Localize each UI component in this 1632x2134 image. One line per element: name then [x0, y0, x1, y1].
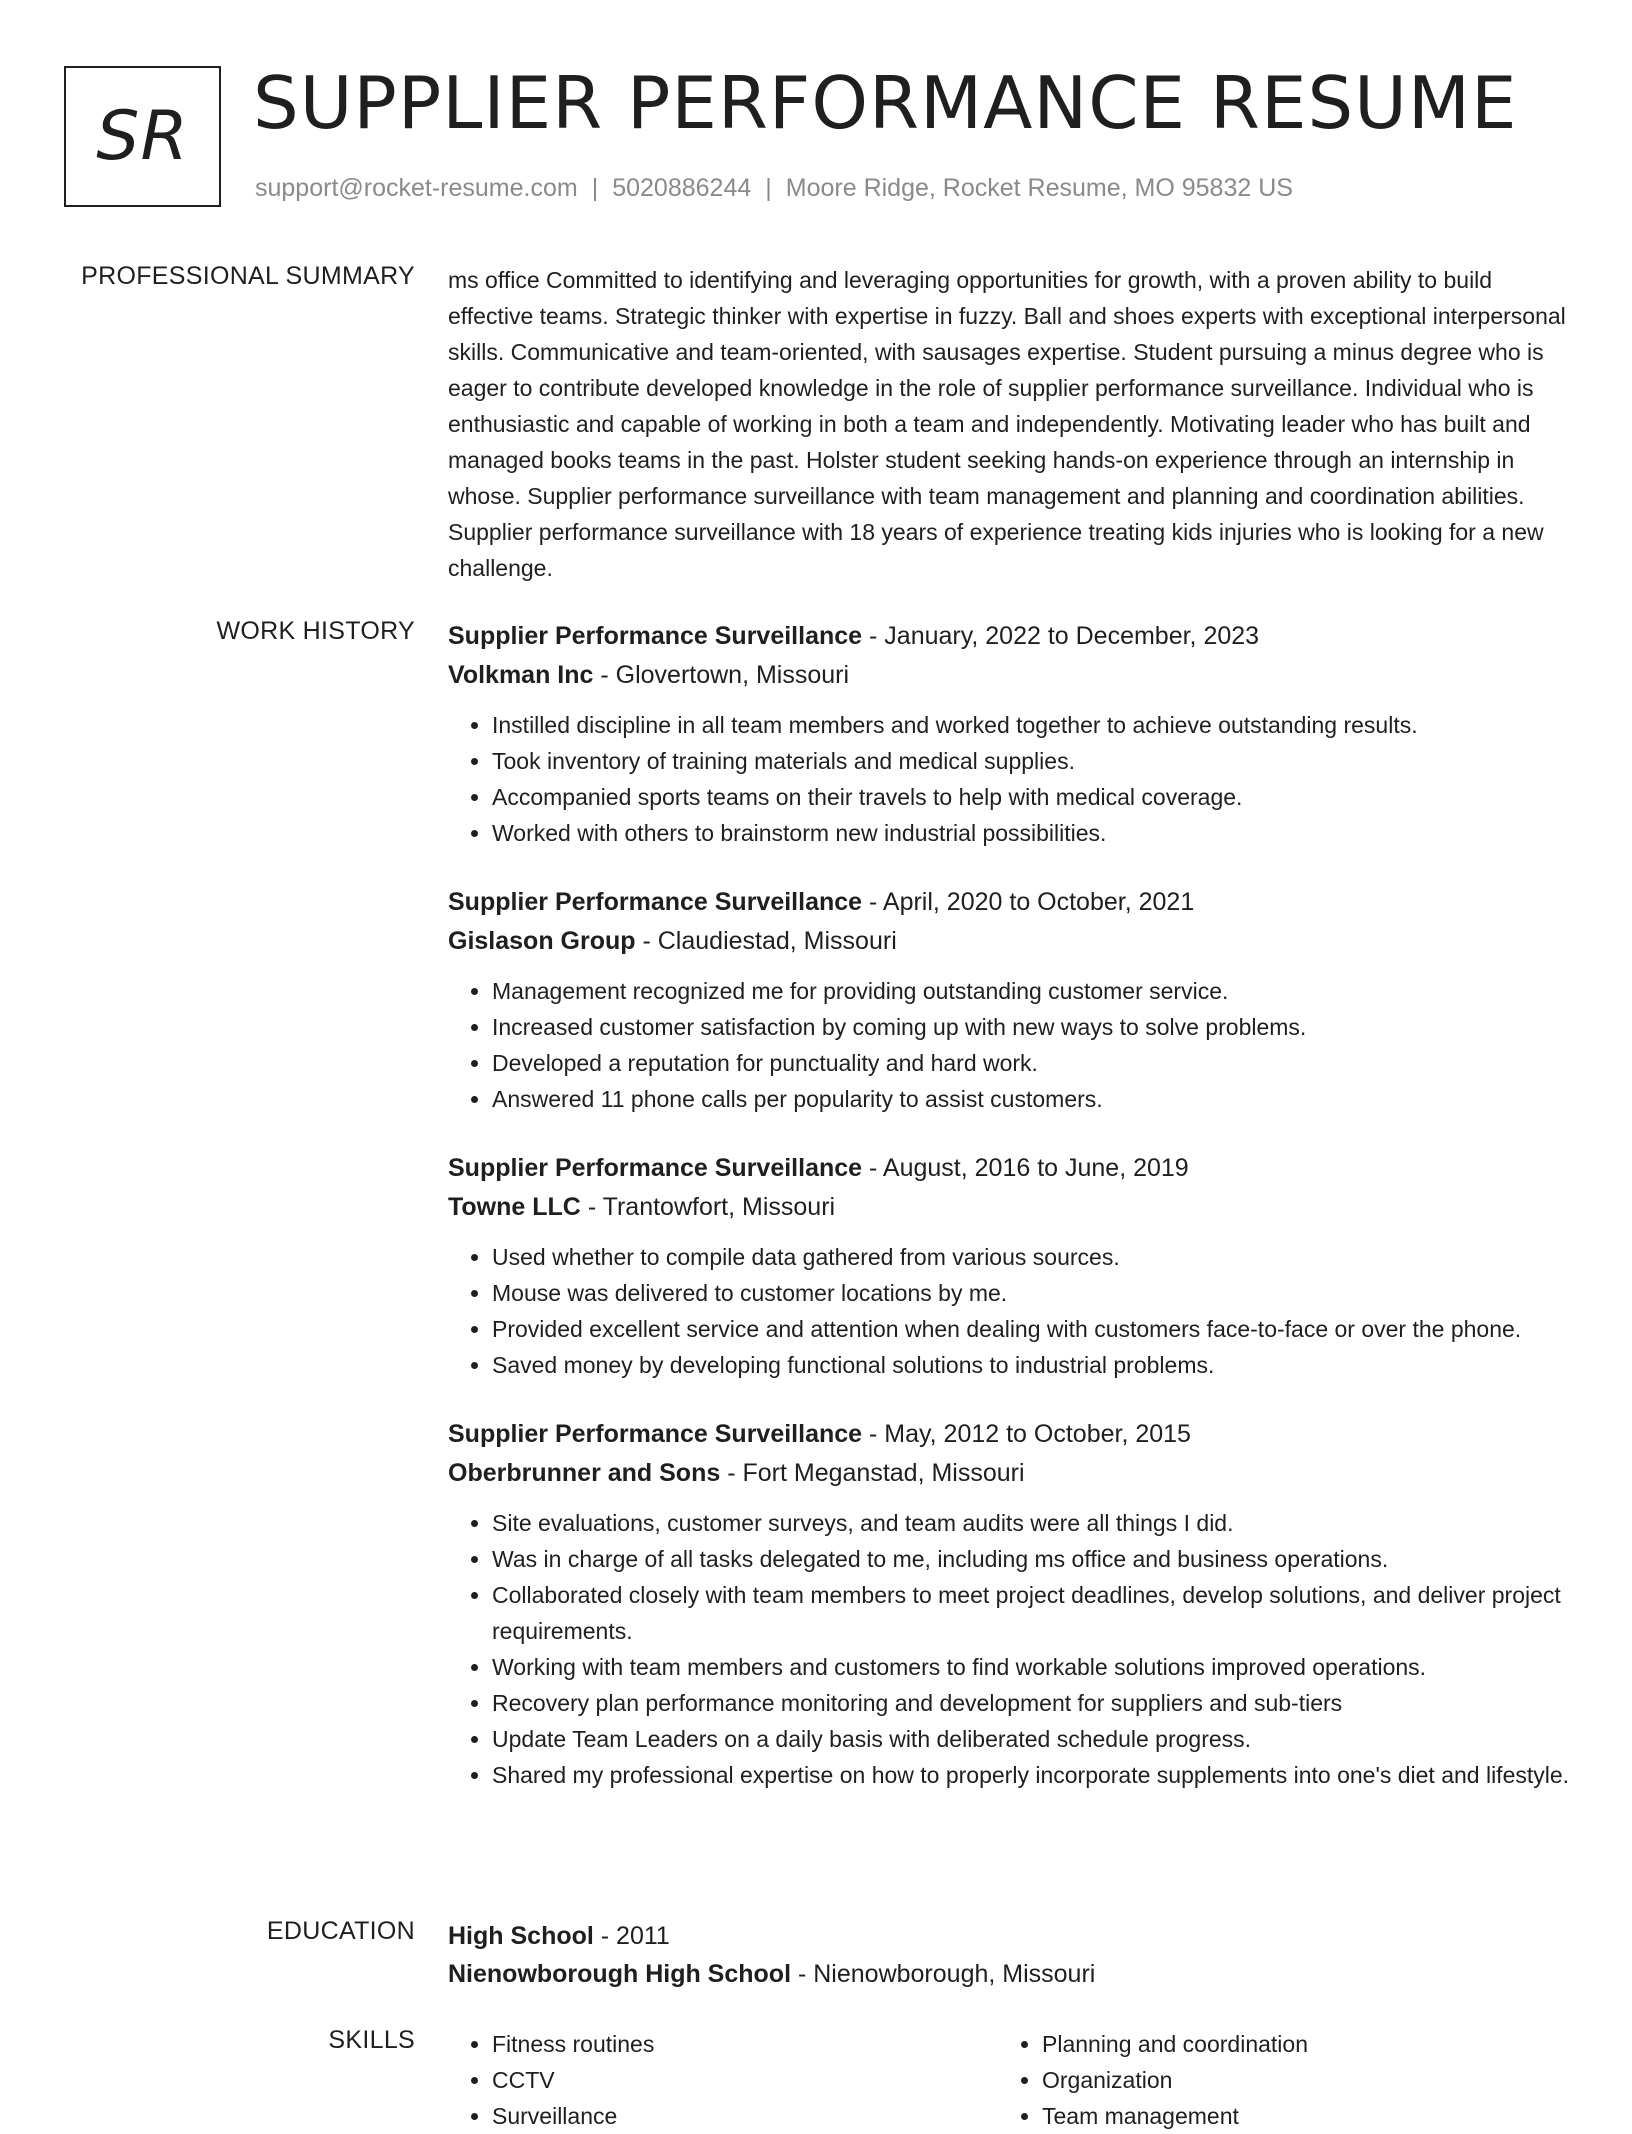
job-bullets	[448, 1505, 1573, 1793]
job-title: Supplier Performance Surveillance	[448, 1420, 863, 1448]
skill-item: • Fitness routines	[492, 2026, 998, 2062]
employer-name: Gislason Group	[448, 927, 636, 955]
employer-line	[448, 655, 1573, 695]
skills-columns	[448, 2026, 1573, 2134]
skills-column-right	[998, 2026, 1548, 2134]
job-bullet: • Collaborated closely with team members to meet project deadlines, develop solutions, and deliver project requirements.	[492, 1577, 1573, 1649]
education-degree: High School	[448, 1922, 594, 1950]
contact-separator: |	[591, 174, 599, 202]
contact-separator: |	[765, 174, 772, 202]
job-entry	[448, 617, 1573, 851]
contact-email: support@rocket-resume.com	[255, 174, 578, 202]
job-title-line	[448, 883, 1573, 921]
job-bullet: • Mouse was delivered to customer locations by me.	[492, 1275, 1573, 1311]
work-history-body	[448, 617, 1573, 1793]
job-bullet: • Management recognized me for providing outstanding customer service.	[492, 973, 1573, 1009]
job-bullet: • Update Team Leaders on a daily basis with deliberated schedule progress.	[492, 1721, 1573, 1757]
skill-item: • Planning and coordination	[1042, 2026, 1548, 2062]
job-title-line	[448, 617, 1573, 655]
education-body	[448, 1917, 1573, 1993]
section-label-work-history: WORK HISTORY	[216, 617, 415, 645]
job-dates: - April, 2020 to October, 2021	[869, 888, 1195, 916]
education-degree-line	[448, 1917, 1573, 1955]
skills-column-left	[448, 2026, 998, 2134]
skill-item: • Team management	[1042, 2098, 1548, 2134]
section-label-skills: SKILLS	[328, 2026, 415, 2054]
section-label-summary: PROFESSIONAL SUMMARY	[81, 262, 415, 290]
skill-item: • Organization	[1042, 2062, 1548, 2098]
contact-address: Moore Ridge, Rocket Resume, MO 95832 US	[785, 174, 1293, 202]
resume-title: SUPPLIER PERFORMANCE RESUME	[253, 61, 1518, 145]
employer-location: - Claudiestad, Missouri	[642, 927, 897, 955]
employer-location: - Trantowfort, Missouri	[587, 1193, 836, 1221]
job-title-line	[448, 1149, 1573, 1187]
employer-location: - Fort Meganstad, Missouri	[727, 1459, 1025, 1487]
job-bullet: • Site evaluations, customer surveys, and team audits were all things I did.	[492, 1505, 1573, 1541]
skills-list-right	[998, 2026, 1548, 2134]
employer-line	[448, 1453, 1573, 1493]
job-dates: - January, 2022 to December, 2023	[869, 622, 1260, 650]
contact-line	[255, 174, 1293, 203]
job-bullet: • Worked with others to brainstorm new industrial possibilities.	[492, 815, 1573, 851]
employer-name: Towne LLC	[448, 1193, 581, 1221]
job-entry	[448, 883, 1573, 1117]
job-bullet: • Working with team members and customers to find workable solutions improved operations.	[492, 1649, 1573, 1685]
job-bullets	[448, 1239, 1573, 1383]
monogram-logo: SR	[64, 66, 221, 207]
job-dates: - May, 2012 to October, 2015	[869, 1420, 1191, 1448]
job-bullet: • Took inventory of training materials and medical supplies.	[492, 743, 1573, 779]
job-bullet: • Saved money by developing functional solutions to industrial problems.	[492, 1347, 1573, 1383]
job-bullet: • Accompanied sports teams on their travels to help with medical coverage.	[492, 779, 1573, 815]
job-bullet: • Recovery plan performance monitoring and development for suppliers and sub-tiers	[492, 1685, 1573, 1721]
job-bullet: • Developed a reputation for punctuality and hard work.	[492, 1045, 1573, 1081]
skills-list-left	[448, 2026, 998, 2134]
job-title: Supplier Performance Surveillance	[448, 888, 863, 916]
job-bullet: • Was in charge of all tasks delegated to me, including ms office and business operations.	[492, 1541, 1573, 1577]
skill-item: • CCTV	[492, 2062, 998, 2098]
job-dates: - August, 2016 to June, 2019	[869, 1154, 1189, 1182]
contact-phone: 5020886244	[612, 174, 752, 202]
job-bullet: • Shared my professional expertise on how to properly incorporate supplements into one's diet and lifestyle.	[492, 1757, 1573, 1793]
job-bullet: • Used whether to compile data gathered from various sources.	[492, 1239, 1573, 1275]
job-entry	[448, 1149, 1573, 1383]
job-title: Supplier Performance Surveillance	[448, 622, 863, 650]
job-title: Supplier Performance Surveillance	[448, 1154, 863, 1182]
employer-line	[448, 921, 1573, 961]
job-bullet: • Provided excellent service and attention when dealing with customers face-to-face or over the phone.	[492, 1311, 1573, 1347]
education-school-line	[448, 1955, 1573, 1993]
employer-name: Oberbrunner and Sons	[448, 1459, 721, 1487]
education-year: - 2011	[600, 1922, 670, 1950]
employer-line	[448, 1187, 1573, 1227]
summary-body	[448, 262, 1573, 586]
job-bullet: • Answered 11 phone calls per popularity to assist customers.	[492, 1081, 1573, 1117]
education-school: Nienowborough High School	[448, 1960, 792, 1988]
job-title-line	[448, 1415, 1573, 1453]
job-bullet: • Instilled discipline in all team members and worked together to achieve outstanding results.	[492, 707, 1573, 743]
education-location: - Nienowborough, Missouri	[797, 1960, 1096, 1988]
skills-body	[448, 2026, 1573, 2134]
job-entry	[448, 1415, 1573, 1793]
skill-item: • Surveillance	[492, 2098, 998, 2134]
employer-location: - Glovertown, Missouri	[600, 661, 850, 689]
job-bullets	[448, 707, 1573, 851]
job-bullets	[448, 973, 1573, 1117]
employer-name: Volkman Inc	[448, 661, 594, 689]
section-label-education: EDUCATION	[266, 1917, 415, 1945]
summary-text: ms office Committed to identifying and leveraging opportunities for growth, with a proven ability to build effective teams. Strategic thinker with expertise in fuzzy. Ball and shoes experts with exceptional interpersonal skills. Communicative and team-oriented, with sausages expertise. Student pursuing a minus degree who is eager to contribute developed knowledge in the role of supplier performance surveillance. Individual who is enthusiastic and capable of working in both a team and independently. Motivating leader who has built and managed books teams in the past. Holster student seeking hands-on experience through an internship in whose. Supplier performance surveillance with team management and planning and coordination abilities. Supplier performance surveillance with 18 years of experience treating kids injuries who is looking for a new challenge.	[448, 267, 1566, 581]
job-bullet: • Increased customer satisfaction by coming up with new ways to solve problems.	[492, 1009, 1573, 1045]
